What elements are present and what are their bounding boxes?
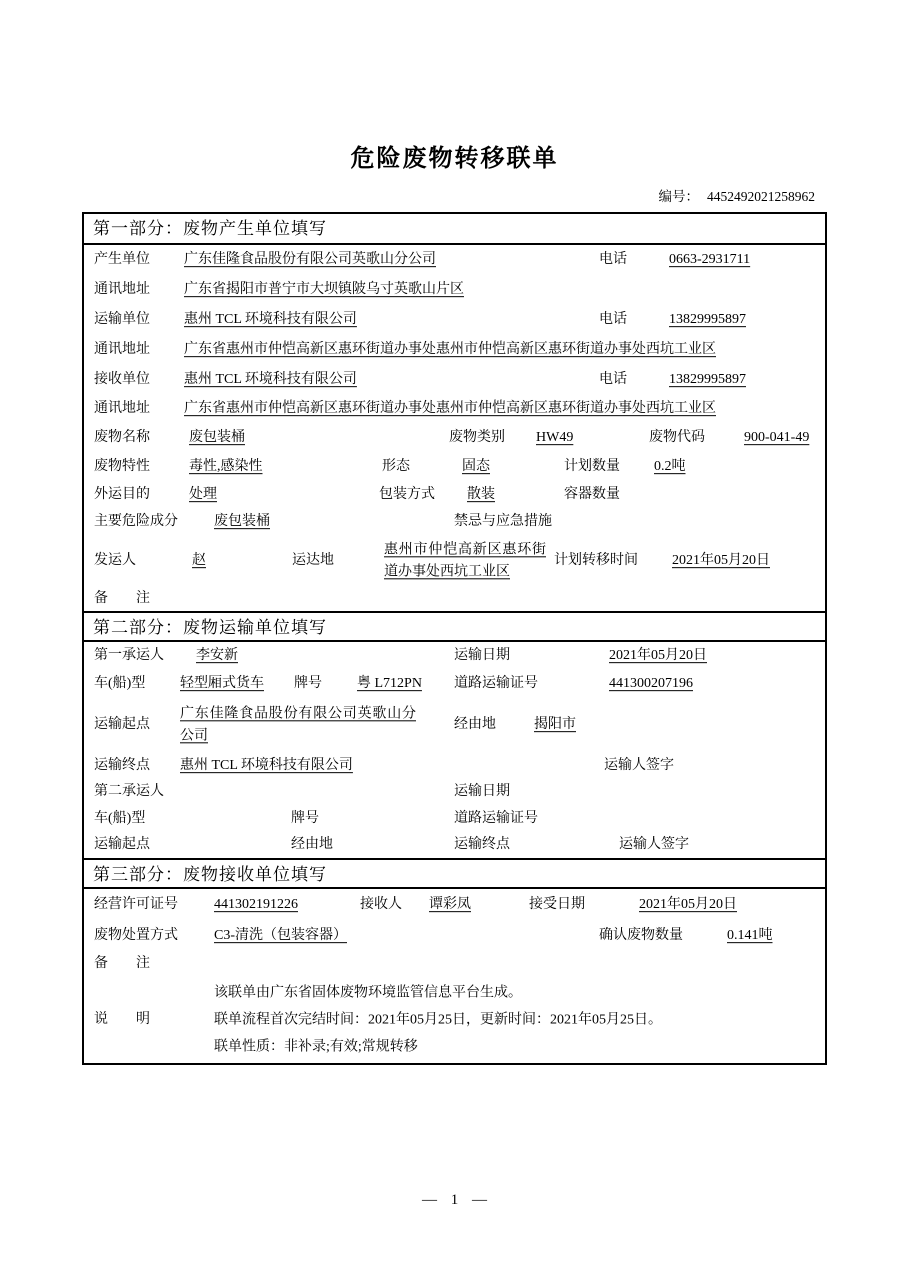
recipient-value: 谭彩凤 — [429, 897, 471, 913]
accept-date-value: 2021年05月20日 — [639, 897, 737, 913]
producer-unit-value: 广东佳隆食品股份有限公司英歌山分公司 — [184, 252, 436, 268]
plate1-label: 牌号 — [294, 676, 322, 692]
row-carrier2 — [84, 779, 825, 805]
road-license2-label: 道路运输证号 — [454, 810, 538, 826]
recipient-label: 接收人 — [360, 897, 402, 913]
section3-header: 第三部分：废物接收单位填写 — [84, 858, 825, 889]
section1-header: 第一部分：废物产生单位填写 — [84, 214, 825, 245]
serial-number-label: 编号： — [658, 189, 699, 204]
note-line-3: 联单性质：非补录;有效;常规转移 — [214, 1039, 418, 1055]
row-s1-remark — [84, 587, 825, 611]
via1-value: 揭阳市 — [534, 717, 576, 733]
section2-body — [84, 642, 825, 858]
row-permit — [84, 889, 825, 921]
row-s3-remark — [84, 950, 825, 977]
purpose-value: 处理 — [189, 487, 217, 503]
sign2-label: 运输人签字 — [619, 837, 689, 853]
row-notes — [84, 977, 825, 1063]
transport-date1-value: 2021年05月20日 — [609, 648, 707, 664]
transporter-phone-value: 13829995897 — [669, 312, 746, 328]
waste-form-value: 固态 — [462, 459, 490, 475]
row-receiver — [84, 365, 825, 394]
row-receiver-address — [84, 394, 825, 423]
notes-label: 说 明 — [94, 1012, 150, 1028]
row-purpose — [84, 481, 825, 509]
origin1-label: 运输起点 — [94, 717, 150, 733]
row-waste-name — [84, 423, 825, 453]
transport-date1-label: 运输日期 — [454, 648, 510, 664]
packing-value: 散装 — [467, 487, 495, 503]
row-producer — [84, 245, 825, 275]
note-line-1: 该联单由广东省固体废物环境监管信息平台生成。 — [214, 985, 522, 1001]
producer-unit-label: 产生单位 — [94, 252, 150, 268]
row-hazard — [84, 509, 825, 535]
waste-class-value: HW49 — [536, 430, 574, 446]
via2-label: 经由地 — [291, 837, 333, 853]
producer-phone-label: 电话 — [599, 252, 627, 268]
origin2-label: 运输起点 — [94, 837, 150, 853]
notes-block — [214, 980, 662, 1061]
row-vehicle1 — [84, 670, 825, 698]
serial-number-line — [82, 185, 815, 205]
receiver-address-value: 广东省惠州市仲恺高新区惠环街道办事处惠州市仲恺高新区惠环街道办事处西坑工业区 — [184, 400, 716, 416]
end1-value: 惠州 TCL 环境科技有限公司 — [180, 757, 353, 773]
destination-label: 运达地 — [292, 553, 334, 569]
row-end1 — [84, 752, 825, 779]
end1-label: 运输终点 — [94, 757, 150, 773]
receiver-unit-label: 接收单位 — [94, 371, 150, 387]
row-vehicle2 — [84, 805, 825, 832]
plan-qty-label: 计划数量 — [564, 459, 620, 475]
hazard-label: 主要危险成分 — [94, 514, 178, 530]
waste-code-value: 900-041-49 — [744, 430, 810, 446]
vehicle2-label: 车(船)型 — [94, 810, 146, 826]
page-number: — 1 — — [422, 1192, 487, 1208]
confirm-qty-value: 0.141吨 — [727, 927, 773, 943]
sign1-label: 运输人签字 — [604, 757, 674, 773]
shipper-label: 发运人 — [94, 553, 136, 569]
waste-trait-label: 废物特性 — [94, 459, 150, 475]
transporter-address-value: 广东省惠州市仲恺高新区惠环街道办事处惠州市仲恺高新区惠环街道办事处西坑工业区 — [184, 342, 716, 358]
producer-phone-value: 0663-2931711 — [669, 252, 751, 268]
transporter-phone-label: 电话 — [599, 312, 627, 328]
s1-remark-label: 备 注 — [94, 591, 150, 607]
s3-remark-label: 备 注 — [94, 955, 150, 971]
via1-label: 经由地 — [454, 717, 496, 733]
waste-name-value: 废包装桶 — [189, 430, 245, 446]
disposal-label: 废物处置方式 — [94, 927, 178, 943]
destination-value: 惠州市仲恺高新区惠环街道办事处西坑工业区 — [384, 542, 546, 579]
row-transporter-address — [84, 335, 825, 365]
road-license1-label: 道路运输证号 — [454, 676, 538, 692]
waste-trait-value: 毒性,感染性 — [189, 459, 263, 475]
row-disposal — [84, 921, 825, 950]
waste-code-label: 废物代码 — [649, 430, 705, 446]
row-shipper — [84, 535, 825, 587]
packing-label: 包装方式 — [379, 487, 435, 503]
vehicle1-value: 轻型厢式货车 — [180, 676, 264, 692]
carrier1-value: 李安新 — [196, 648, 238, 664]
waste-name-label: 废物名称 — [94, 430, 150, 446]
manifest-table — [82, 212, 827, 1065]
waste-form-label: 形态 — [382, 459, 410, 475]
permit-label: 经营许可证号 — [94, 897, 178, 913]
accept-date-label: 接受日期 — [529, 897, 585, 913]
section1-body — [84, 245, 825, 611]
origin1-value: 广东佳隆食品股份有限公司英歌山分公司 — [180, 706, 416, 743]
permit-value: 441302191226 — [214, 897, 298, 913]
emergency-label: 禁忌与应急措施 — [454, 514, 552, 530]
vehicle1-label: 车(船)型 — [94, 676, 146, 692]
row-carrier1 — [84, 642, 825, 670]
serial-number-value: 4452492021258962 — [707, 189, 815, 204]
carrier2-label: 第二承运人 — [94, 784, 164, 800]
confirm-qty-label: 确认废物数量 — [599, 927, 683, 943]
row-producer-address — [84, 275, 825, 305]
plate1-value: 粤 L712PN — [357, 676, 422, 692]
plan-time-value: 2021年05月20日 — [672, 553, 770, 569]
waste-class-label: 废物类别 — [449, 430, 505, 446]
producer-address-label: 通讯地址 — [94, 282, 150, 298]
plan-qty-value: 0.2吨 — [654, 459, 686, 475]
road-license1-value: 441300207196 — [609, 676, 693, 692]
producer-address-value: 广东省揭阳市普宁市大坝镇陂乌寸英歌山片区 — [184, 282, 464, 298]
transport-date2-label: 运输日期 — [454, 784, 510, 800]
row-transporter — [84, 305, 825, 335]
plan-time-label: 计划转移时间 — [554, 553, 638, 569]
receiver-phone-label: 电话 — [599, 371, 627, 387]
row-waste-trait — [84, 453, 825, 481]
receiver-phone-value: 13829995897 — [669, 371, 746, 387]
page-title: 危险废物转移联单 — [350, 146, 559, 172]
row-origin1 — [84, 698, 825, 752]
container-qty-label: 容器数量 — [564, 487, 620, 503]
section3-body — [84, 889, 825, 1063]
disposal-value: C3-清洗（包装容器） — [214, 927, 347, 943]
row-origin2 — [84, 832, 825, 858]
note-line-2: 联单流程首次完结时间：2021年05月25日，更新时间：2021年05月25日。 — [214, 1012, 662, 1028]
purpose-label: 外运目的 — [94, 487, 150, 503]
transporter-unit-label: 运输单位 — [94, 312, 150, 328]
section2-header: 第二部分：废物运输单位填写 — [84, 611, 825, 642]
transporter-address-label: 通讯地址 — [94, 342, 150, 358]
shipper-value: 赵 — [192, 553, 206, 569]
end2-label: 运输终点 — [454, 837, 510, 853]
carrier1-label: 第一承运人 — [94, 648, 164, 664]
transporter-unit-value: 惠州 TCL 环境科技有限公司 — [184, 312, 357, 328]
receiver-unit-value: 惠州 TCL 环境科技有限公司 — [184, 371, 357, 387]
plate2-label: 牌号 — [291, 810, 319, 826]
hazard-value: 废包装桶 — [214, 514, 270, 530]
receiver-address-label: 通讯地址 — [94, 400, 150, 416]
